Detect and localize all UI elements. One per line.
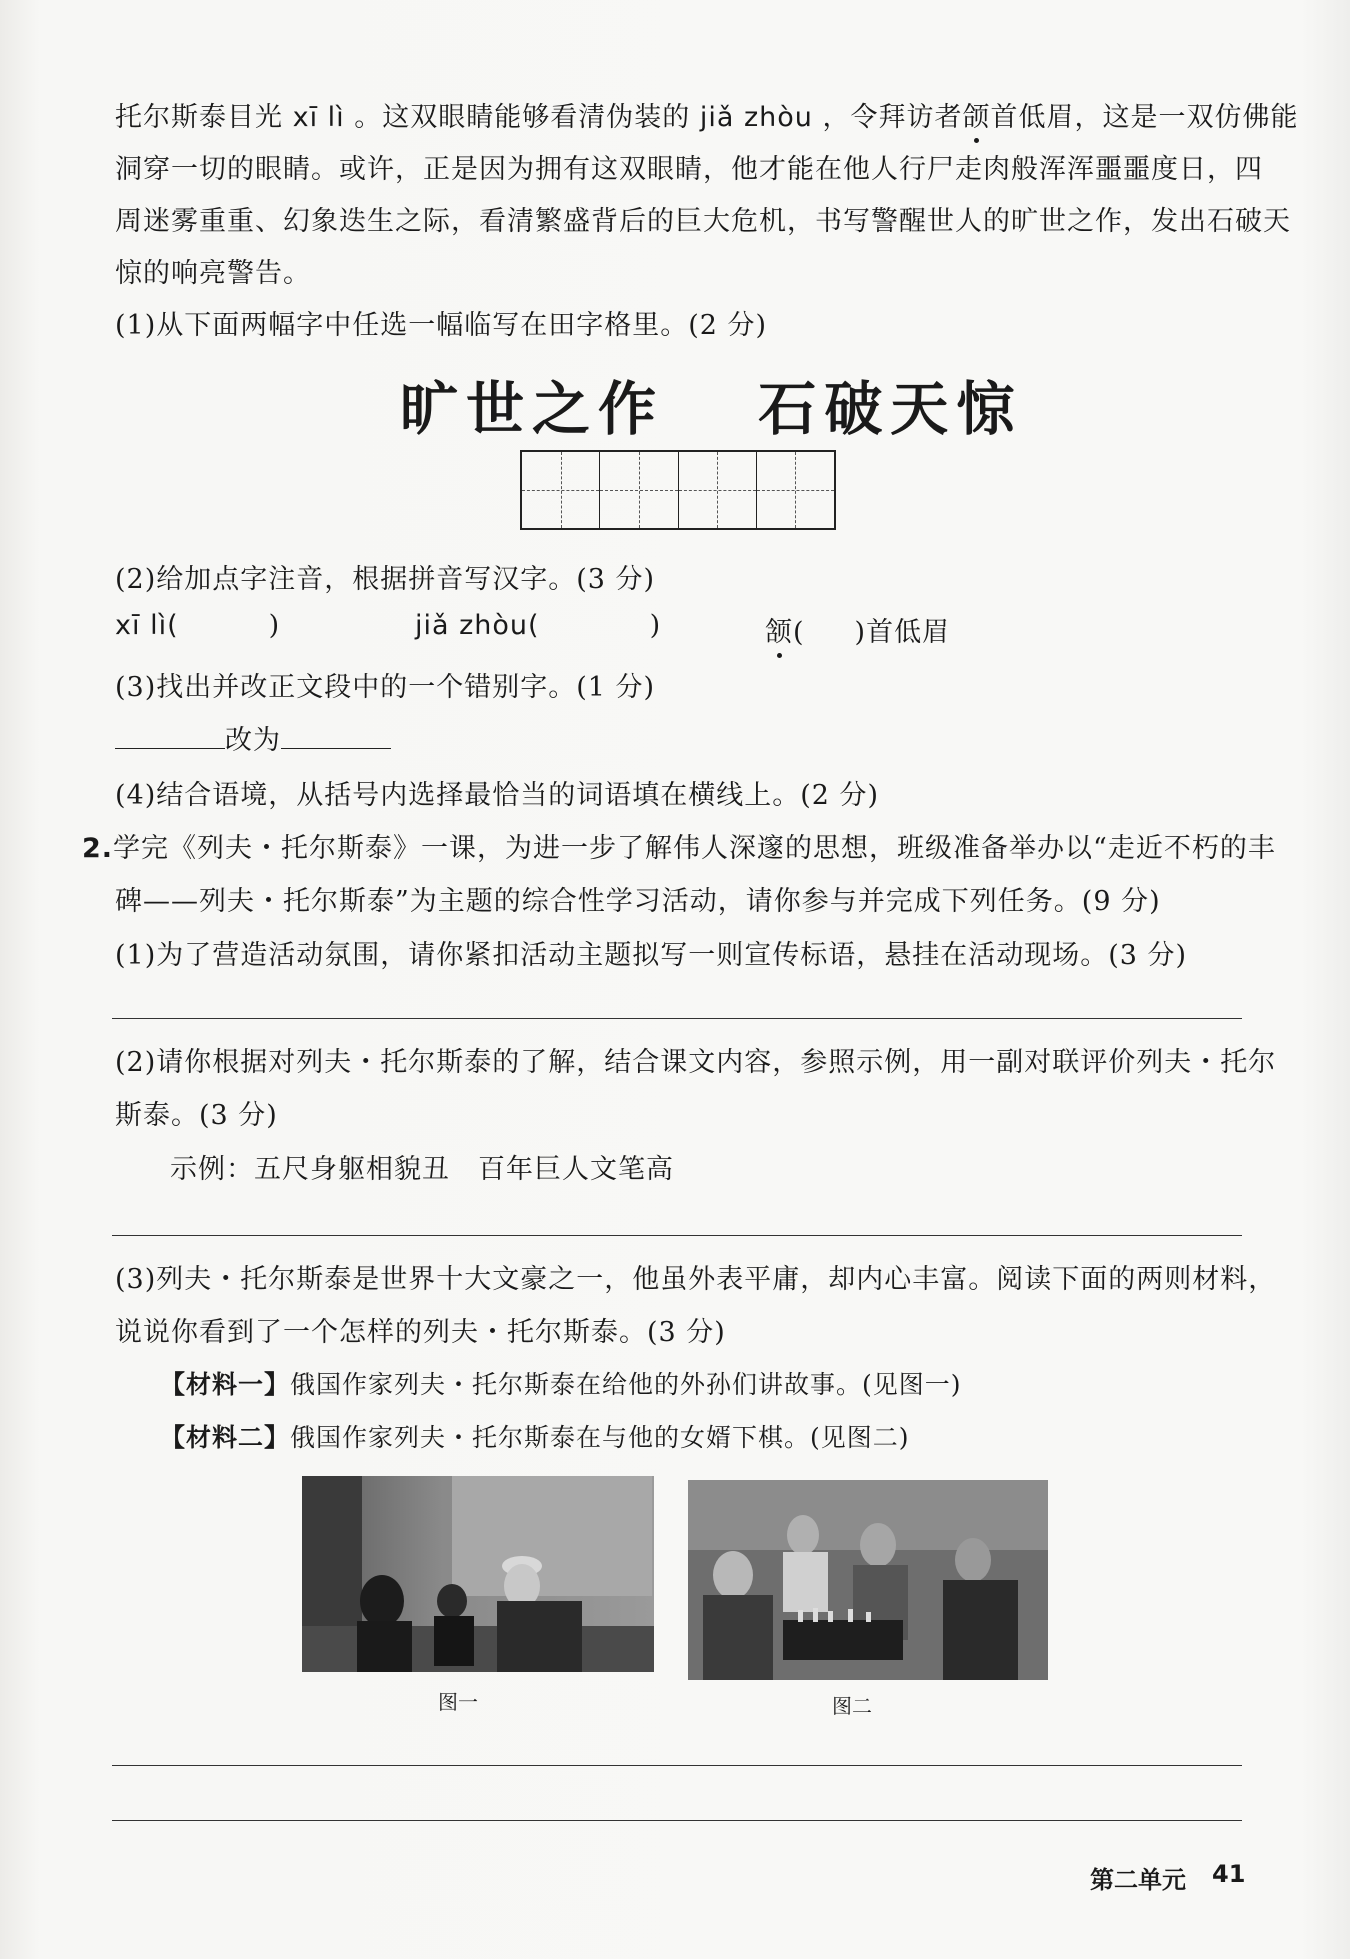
pinyin-label: jiǎ zhòu( xyxy=(415,610,540,641)
q2-text: 学完《列夫・托尔斯泰》一课，为进一步了解伟人深邃的思想，班级准备举办以“走近不朽的丰 xyxy=(113,833,1276,864)
figure-2-photo xyxy=(688,1480,1048,1680)
answer-suffix: )首低眉 xyxy=(854,617,951,648)
q1-sub2: (2)给加点字注音，根据拼音写汉字。(3 分) xyxy=(115,564,656,595)
correct-char-blank[interactable] xyxy=(281,722,391,749)
passage-text: 。这双眼睛能够看清伪装的 xyxy=(354,102,691,133)
passage-text: 首低眉，这是一双仿佛能 xyxy=(990,102,1299,133)
question-number: 2. xyxy=(82,833,114,864)
figure-1-caption: 图一 xyxy=(438,1690,478,1714)
answer-line[interactable] xyxy=(112,1820,1242,1821)
answer-line[interactable] xyxy=(112,1235,1242,1236)
q2-sub2-line1: (2)请你根据对列夫・托尔斯泰的了解，结合课文内容，参照示例，用一副对联评价列夫・托尔 xyxy=(115,1047,1277,1078)
q2-sub3-line2: 说说你看到了一个怎样的列夫・托尔斯泰。(3 分) xyxy=(115,1317,726,1348)
pinyin-answer-b xyxy=(415,610,661,641)
dotted-character: 颌 xyxy=(962,102,991,133)
grid-cell[interactable] xyxy=(679,452,757,528)
passage-text: 托尔斯泰目光 xyxy=(115,102,283,133)
material-label: 【材料二】 xyxy=(160,1423,291,1452)
q2-intro-line1 xyxy=(82,826,1276,865)
material-text: 俄国作家列夫・托尔斯泰在与他的女婿下棋。(见图二) xyxy=(290,1423,910,1452)
calligraphy-title: 旷世之作 石破天惊 xyxy=(400,375,1023,443)
storytelling-photo-image xyxy=(302,1476,654,1672)
passage-line-3: 周迷雾重重、幻象迭生之际，看清繁盛背后的巨大危机，书写警醒世人的旷世之作，发出石破天 xyxy=(115,206,1291,237)
tianzige-grid[interactable] xyxy=(520,450,836,530)
q1-sub1: (1)从下面两幅字中任选一幅临写在田字格里。(2 分) xyxy=(115,310,768,341)
q1-sub4: (4)结合语境，从括号内选择最恰当的词语填在横线上。(2 分) xyxy=(115,780,880,811)
material-two xyxy=(160,1418,910,1454)
paren-close: ) xyxy=(268,610,281,641)
dotted-character: 颔 xyxy=(765,617,793,648)
unit-label: 第二单元 xyxy=(1090,1866,1186,1894)
pinyin-xili: xī lì xyxy=(292,102,345,133)
figure-1-photo xyxy=(302,1476,654,1672)
material-one xyxy=(160,1365,962,1401)
figure-2-caption: 图二 xyxy=(832,1694,872,1718)
grid-cell[interactable] xyxy=(600,452,678,528)
passage-line-1 xyxy=(115,95,1299,134)
q2-sub3-line1: (3)列夫・托尔斯泰是世界十大文豪之一，他虽外表平庸，却内心丰富。阅读下面的两则材料， xyxy=(115,1264,1277,1295)
paren-open: ( xyxy=(793,617,805,648)
pinyin-label: xī lì( xyxy=(115,610,179,641)
material-label: 【材料一】 xyxy=(160,1370,291,1399)
answer-line[interactable] xyxy=(112,1765,1242,1766)
dotted-char-answer xyxy=(765,610,950,649)
correction-row xyxy=(115,718,391,757)
material-text: 俄国作家列夫・托尔斯泰在给他的外孙们讲故事。(见图一) xyxy=(290,1370,962,1399)
q2-sub2-line2: 斯泰。(3 分) xyxy=(115,1100,278,1131)
paren-close: ) xyxy=(649,610,662,641)
change-to-label: 改为 xyxy=(225,725,281,756)
wrong-char-blank[interactable] xyxy=(115,722,225,749)
pinyin-jiazhou: jiǎ zhòu xyxy=(699,102,813,133)
q2-intro-line2: 碑——列夫・托尔斯泰”为主题的综合性学习活动，请你参与并完成下列任务。(9 分) xyxy=(115,886,1161,917)
grid-cell[interactable] xyxy=(757,452,834,528)
chess-photo-image xyxy=(688,1480,1048,1680)
pinyin-answer-a xyxy=(115,610,280,641)
q1-sub3: (3)找出并改正文段中的一个错别字。(1 分) xyxy=(115,672,656,703)
answer-line[interactable] xyxy=(112,1018,1242,1019)
page-number: 41 xyxy=(1212,1860,1246,1888)
passage-text: ，令拜访者 xyxy=(822,102,963,133)
couplet-example: 示例：五尺身躯相貌丑 百年巨人文笔高 xyxy=(170,1154,674,1185)
q2-sub1: (1)为了营造活动氛围，请你紧扣活动主题拟写一则宣传标语，悬挂在活动现场。(3 分) xyxy=(115,940,1188,971)
passage-line-2: 洞穿一切的眼睛。或许，正是因为拥有这双眼睛，他才能在他人行尸走肉般浑浑噩噩度日，四 xyxy=(115,154,1263,185)
passage-line-4: 惊的响亮警告。 xyxy=(115,258,311,289)
grid-cell[interactable] xyxy=(522,452,600,528)
